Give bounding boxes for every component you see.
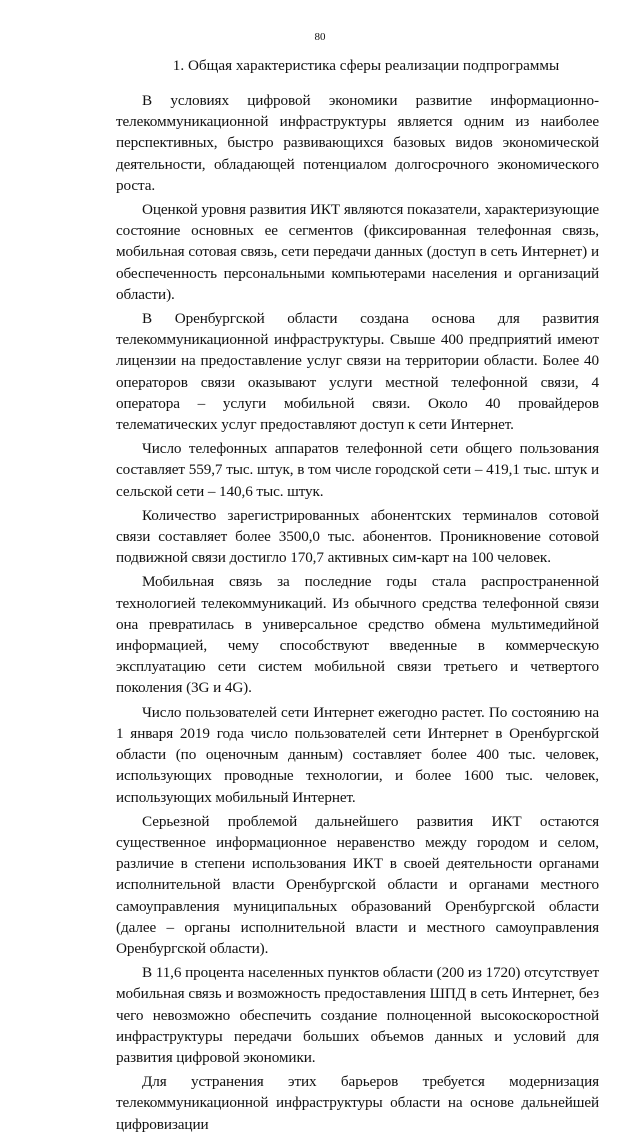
paragraph: В 11,6 процента населенных пунктов области (200 из 1720) отсутствует мобильная связь и возможность предоставления ШПД в сеть Интернет, без чего невозможно обеспечить создание полноценной высокоскоростной инфраструктуры передачи больших объемов данных и условий для развития цифровой экономики. <box>116 964 599 1066</box>
paragraph: Мобильная связь за последние годы стала распространенной технологией телекоммуникаций. Из обычного средства телефонной связи она превратилась в универсальное средство обмена мультимедийной информацией, чему способствуют введенные в коммерческую эксплуатацию сети систем мобильной связи третьего и четвертого поколения (3G и 4G). <box>116 573 599 697</box>
section-heading: 1. Общая характеристика сферы реализации подпрограммы <box>172 57 560 74</box>
paragraph: Оценкой уровня развития ИКТ являются показатели, характеризующие состояние основных ее сегментов (фиксированная телефонная связь, мобильная сотовая связь, сети передачи данных (доступ в сеть Интернет) и обеспеченность персональными компьютерами населения и организаций области). <box>116 201 599 303</box>
body-text <box>116 90 599 1135</box>
paragraph: Число телефонных аппаратов телефонной сети общего пользования составляет 559,7 тыс. штук, в том числе городской сети – 419,1 тыс. штук и сельской сети – 140,6 тыс. штук. <box>116 440 599 500</box>
paragraph: Количество зарегистрированных абонентских терминалов сотовой связи составляет более 3500,0 тыс. абонентов. Проникновение сотовой подвижной связи достигло 170,7 активных сим-карт на 100 человек. <box>116 506 599 567</box>
paragraph: В Оренбургской области создана основа для развития телекоммуникационной инфраструктуры. Свыше 400 предприятий имеют лицензии на предоставление услуг связи на территории области. Более 40 операторов связи оказывают услуги местной телефонной связи, 4 оператора – услуги мобильной связи. Около 40 провайдеров телематических услуг предоставляют доступ к сети Интернет. <box>116 310 599 434</box>
paragraph: Число пользователей сети Интернет ежегодно растет. По состоянию на 1 января 2019 года число пользователей сети Интернет в Оренбургской области (по оценочным данным) составляет более 400 тыс. человек, использующих проводные технологии, и более 1600 тыс. человек, использующих мобильный Интернет. <box>116 703 599 806</box>
paragraph: В условиях цифровой экономики развитие информационно-телекоммуникационной инфраструктуры является одним из наиболее перспективных, быстро развивающихся базовых видов экономической деятельности, обладающей потенциалом долгосрочного экономического роста. <box>116 92 599 194</box>
paragraph: Для устранения этих барьеров требуется модернизация телекоммуникационной инфраструктуры области на основе дальнейшей цифровизации <box>116 1073 599 1133</box>
paragraph: Серьезной проблемой дальнейшего развития ИКТ остаются существенное информационное неравенство между городом и селом, различие в степени использования ИКТ в своей деятельности органами исполнительной власти Оренбургской области и органами местного самоуправления муниципальных образований Оренбургской области (далее – органы исполнительной власти и местного самоуправления Оренбургской области). <box>116 812 599 957</box>
page-number: 80 <box>314 31 326 43</box>
